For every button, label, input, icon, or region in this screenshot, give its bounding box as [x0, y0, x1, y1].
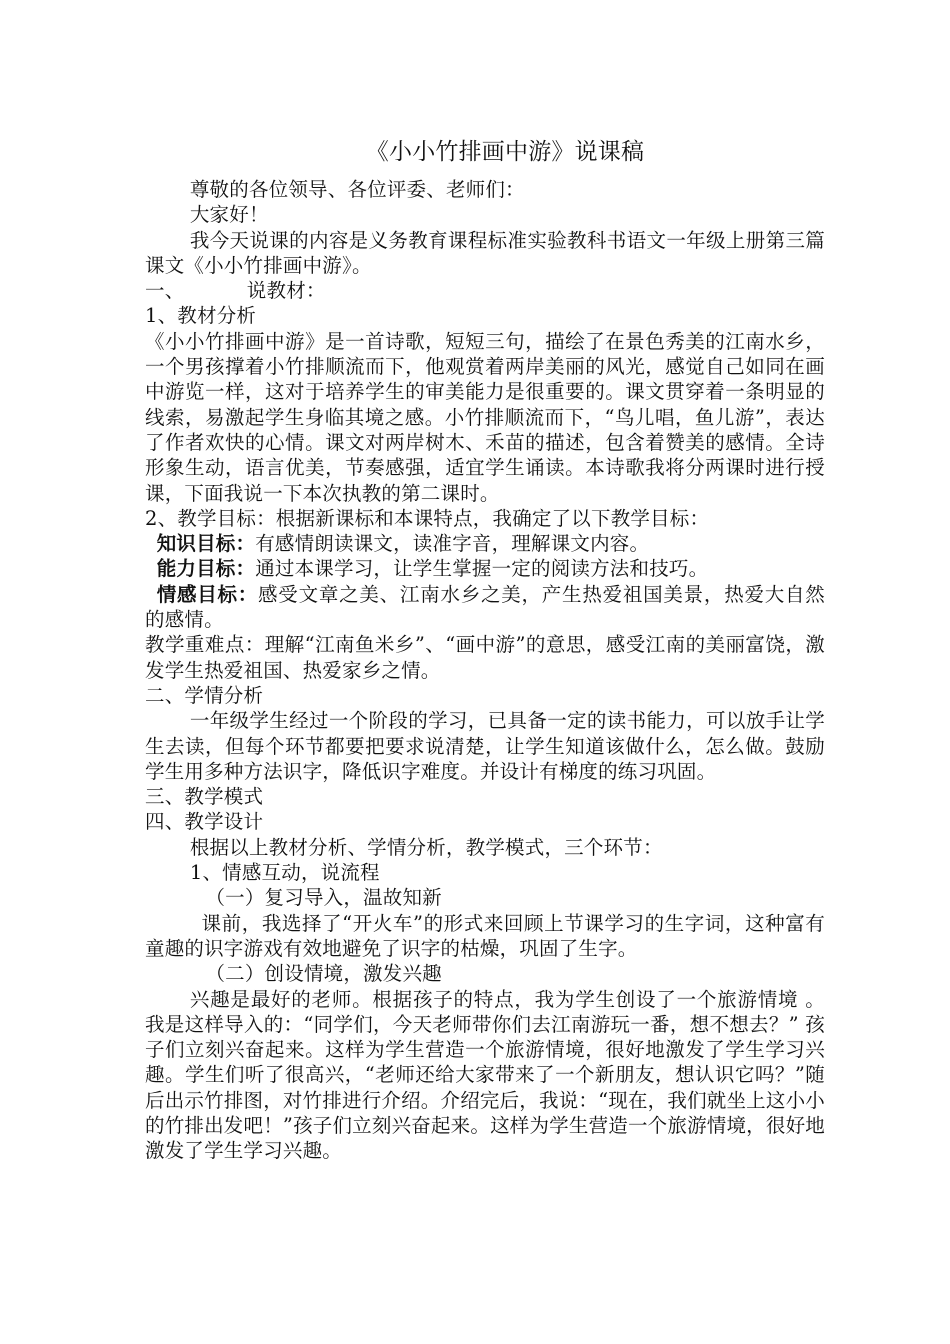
design-intro-paragraph: 根据以上教材分析、学情分析，教学模式，三个环节：	[189, 835, 663, 859]
goal-knowledge-text: 有感情朗读课文，读准字音，理解课文内容。	[255, 532, 650, 556]
subsection-1-1-heading: 1、教材分析	[145, 304, 257, 328]
goal-ability-label: 能力目标：	[156, 557, 256, 581]
section-1-title: 说教材：	[246, 279, 326, 303]
subsection-1-2-heading: 2、教学目标：根据新课标和本课特点，我确定了以下教学目标：	[145, 506, 710, 530]
goal-knowledge-label: 知识目标：	[156, 532, 256, 556]
hello: 大家好！	[189, 203, 269, 227]
section-1-number: 一、	[145, 279, 185, 303]
document-body	[145, 131, 825, 1164]
step-1-heading: 1、情感互动，说流程	[189, 861, 380, 885]
section-4-heading: 四、教学设计	[145, 810, 264, 834]
goal-emotion	[145, 582, 825, 633]
sub-step-2-paragraph: 兴趣是最好的老师。根据孩子的特点，我为学生创设了一个旅游情境 。我是这样导入的：“同学们，今天老师带你们去江南游玩一番，想不想去？” 孩子们立刻兴奋起来。这样为学生营造一个旅游情境，很好地激发了学生学习兴趣。学生们听了很高兴，“老师还给大家带来了一个新朋友，想认识它吗？”随后出示竹排图，对竹排进行介绍。介绍完后，我说：“现在，我们就坐上这小小的竹排出发吧！”孩子们立刻兴奋起来。这样为学生营造一个旅游情境，很好地激发了学生学习兴趣。	[145, 987, 825, 1163]
goal-emotion-text: 感受文章之美、江南水乡之美，产生热爱祖国美景，热爱大自然的感情。	[145, 582, 825, 632]
sub-step-1-heading: （一）复习导入，温故知新	[205, 886, 442, 910]
key-points-paragraph: 教学重难点：理解“江南鱼米乡”、“画中游”的意思，感受江南的美丽富饶，激发学生热爱祖国、热爱家乡之情。	[145, 633, 825, 682]
textbook-analysis-paragraph: 《小小竹排画中游》是一首诗歌，短短三句，描绘了在景色秀美的江南水乡，一个男孩撑着小竹排顺流而下，他观赏着两岸美丽的风光，感觉自己如同在画中游览一样，这对于培养学生的审美能力是很重要的。课文贯穿着一条明显的线索，易激起学生身临其境之感。小竹排顺流而下，“鸟儿唱，鱼儿游”，表达了作者欢快的心情。课文对两岸树木、禾苗的描述，包含着赞美的感情。全诗形象生动，语言优美，节奏感强，适宜学生诵读。本诗歌我将分两课时进行授课，下面我说一下本次执教的第二课时。	[145, 329, 825, 505]
document-title: 《小小竹排画中游》说课稿	[365, 139, 645, 165]
intro-paragraph: 我今天说课的内容是义务教育课程标准实验教科书语文一年级上册第三篇课文《小小竹排画中游》。	[145, 228, 825, 277]
learner-analysis-paragraph: 一年级学生经过一个阶段的学习，已具备一定的读书能力，可以放手让学生去读，但每个环节都要把要求说清楚，让学生知道该做什么，怎么做。鼓励学生用多种方法识字，降低识字难度。并设计有梯度的练习巩固。	[145, 709, 825, 783]
sub-step-2-heading: （二）创设情境，激发兴趣	[205, 962, 442, 986]
section-3-heading: 三、教学模式	[145, 785, 264, 809]
section-2-heading: 二、学情分析	[145, 683, 264, 707]
goal-ability	[145, 556, 825, 581]
sub-step-1-paragraph: 课前，我选择了“开火车”的形式来回顾上节课学习的生字词，这种富有童趣的识字游戏有效地避免了识字的枯燥，巩固了生字。	[145, 911, 825, 960]
goal-knowledge	[145, 531, 825, 556]
section-1-heading	[145, 278, 825, 303]
greeting: 尊敬的各位领导、各位评委、老师们：	[189, 178, 525, 201]
goal-emotion-label: 情感目标：	[156, 582, 259, 606]
goal-ability-text: 通过本课学习，让学生掌握一定的阅读方法和技巧。	[255, 557, 709, 581]
